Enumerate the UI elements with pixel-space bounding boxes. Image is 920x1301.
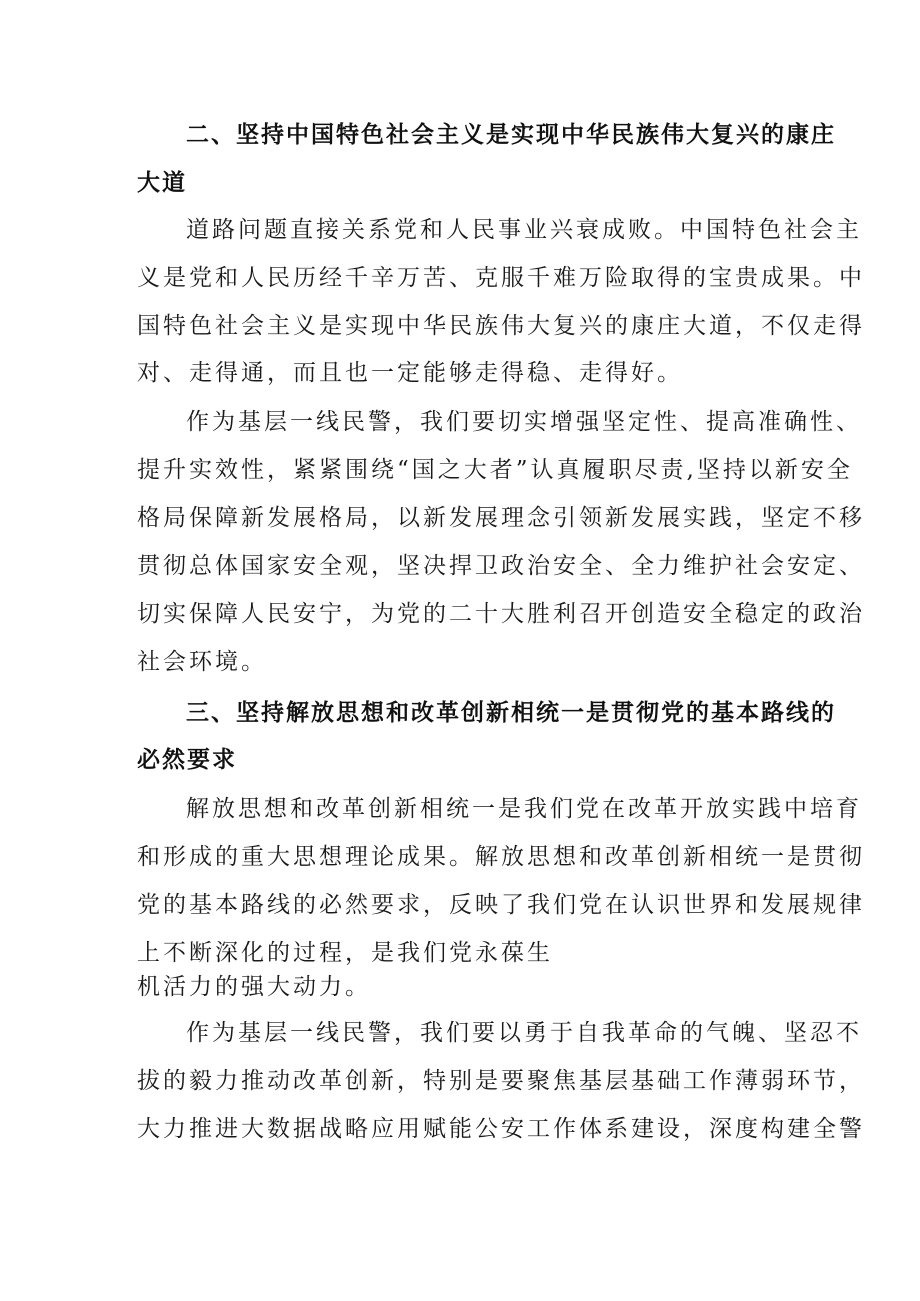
paragraph-3-line-4: 上不断深化的过程，是我们党永葆生 — [137, 940, 553, 966]
paragraph-3-line-2: 和形成的重大思想理论成果。解放思想和改革创新相统一是贯彻 — [137, 844, 865, 870]
paragraph-1-line-4: 对、走得通，而且也一定能够走得稳、走得好。 — [137, 360, 683, 386]
paragraph-2-line-5: 切实保障人民安宁，为党的二十大胜利召开创造安全稳定的政治 — [137, 601, 865, 627]
paragraph-3-line-5: 机活力的强大动力。 — [137, 974, 371, 1000]
paragraph-4-line-3: 大力推进大数据战略应用赋能公安工作体系建设，深度构建全警 — [137, 1116, 865, 1142]
paragraph-3-line-1: 解放思想和改革创新相统一是我们党在改革开放实践中培育 — [186, 796, 862, 822]
paragraph-1-line-2: 义是党和人民历经千辛万苦、克服千难万险取得的宝贵成果。中 — [137, 265, 865, 291]
section-heading-3-line-1: 三、坚持解放思想和改革创新相统一是贯彻党的基本路线的 — [186, 700, 836, 726]
paragraph-2-line-1: 作为基层一线民警，我们要切实增强坚定性、提高准确性、 — [186, 409, 862, 435]
section-heading-2-line-1: 二、坚持中国特色社会主义是实现中华民族伟大复兴的康庄 — [186, 122, 836, 148]
paragraph-1-line-1: 道路问题直接关系党和人民事业兴衰成败。中国特色社会主 — [186, 217, 862, 243]
paragraph-2-line-3: 格局保障新发展格局，以新发展理念引领新发展实践，坚定不移 — [137, 505, 865, 531]
paragraph-4-line-1: 作为基层一线民警，我们要以勇于自我革命的气魄、坚忍不 — [186, 1020, 862, 1046]
paragraph-3-line-3: 党的基本路线的必然要求，反映了我们党在认识世界和发展规律 — [137, 892, 865, 918]
paragraph-4-line-2: 拔的毅力推动改革创新，特别是要聚焦基层基础工作薄弱环节， — [137, 1068, 865, 1094]
paragraph-2-line-6: 社会环境。 — [137, 649, 267, 675]
paragraph-1-line-3: 国特色社会主义是实现中华民族伟大复兴的康庄大道，不仅走得 — [137, 313, 865, 339]
paragraph-2-line-2: 提升实效性，紧紧围绕“国之大者”认真履职尽责,坚持以新安全 — [137, 457, 853, 483]
section-heading-3-line-2: 必然要求 — [137, 747, 237, 773]
paragraph-2-line-4: 贯彻总体国家安全观，坚决捍卫政治安全、全力维护社会安定、 — [137, 553, 865, 579]
section-heading-2-line-2: 大道 — [137, 170, 187, 196]
